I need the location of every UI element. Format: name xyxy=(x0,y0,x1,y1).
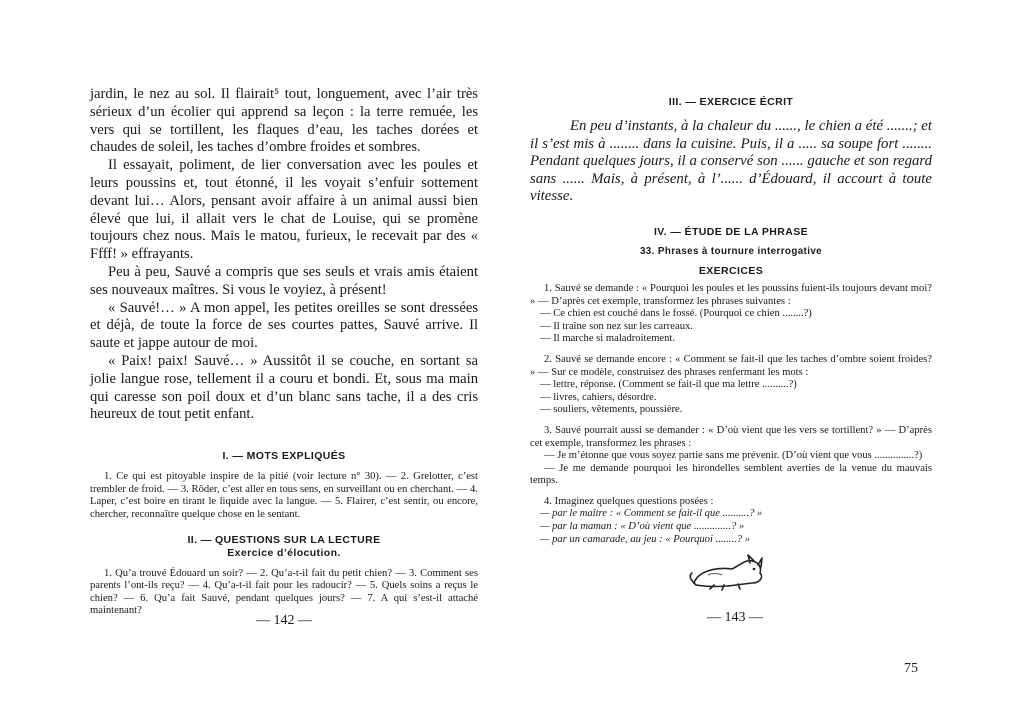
exercises-block xyxy=(530,283,932,546)
paragraph: « Paix! paix! Sauvé… » Aussitôt il se couche, en sortant sa jolie langue rose, tellement il a couru et bondi. Et, sous ma main qui caresse son poil doux et d’un blanc sans tache, il a des cris heureux de tout petit enfant. xyxy=(90,352,478,423)
fill-in-text: En peu d’instants, à la chaleur du ......, le chien a été .......; et il s’est mis à ........ dans la cuisine. Puis, il a ..... sa soupe fort ........ Pendant quelques jours, il a conservé son ...... gauche et son regard sans ...... Mais, à présent, à l’...... d’Édouard, il accourt à toute vitesse. xyxy=(530,118,932,205)
section-subtitle-phrases: 33. Phrases à tournure interrogative xyxy=(639,245,823,257)
exercise-4-line: — par un camarade, au jeu : « Pourquoi ........? » xyxy=(540,533,750,545)
exercise-1-line: — Il marche si maladroitement. xyxy=(540,333,676,345)
questions-paragraph: 1. Qu’a trouvé Édouard un soir? — 2. Qu’a-t-il fait du petit chien? — 3. Comment ses parents l’ont-ils reçu? — 4. Qu’a-t-il fait pour les radoucir? — 5. Quels soins a reçus le chien? — 6. Qu’a fait Sauvé, pendant quelques jours? — 7. A qui s’est-il attaché maintenant? xyxy=(90,567,478,617)
exercise-2-line: — lettre, réponse. (Comment se fait-il que ma lettre ..........?) xyxy=(540,379,797,391)
section-title-mots-expliques: I. — MOTS EXPLIQUÉS xyxy=(222,450,346,463)
paragraph: Peu à peu, Sauvé a compris que ses seuls et vrais amis étaient ses nouveaux maîtres. Si vous le voyiez, à présent! xyxy=(90,263,478,298)
paragraph: jardin, le nez au sol. Il flairait⁵ tout, longuement, avec l’air très sérieux d’un écolier qui apprend sa leçon : la terre remuée, les vers qui se tortillent, les flaques d’eau, les taches dorées et chaudes de soleil, les taches d’ombre froides et sombres. xyxy=(90,86,478,156)
questions-text xyxy=(90,568,478,618)
exercise-1-line: — Ce chien est couché dans le fossé. (Pourquoi ce chien ........?) xyxy=(540,308,812,320)
reading-text xyxy=(90,86,478,424)
exercise-3-line: — Je m’étonne que vous soyez partie sans me prévenir. (D’où vient que vous ...............?) xyxy=(544,450,923,462)
sleeping-dog-illustration xyxy=(688,553,768,593)
page-number-left: — 142 — xyxy=(256,613,312,628)
exercise-2-line: — souliers, vêtements, poussière. xyxy=(540,404,683,416)
scan-page-number: 75 xyxy=(904,661,918,676)
exercise-3-line: — Je me demande pourquoi les hirondelles semblent averties de la venue du mauvais temps. xyxy=(530,462,932,487)
exercise-4-intro: 4. Imaginez quelques questions posées : xyxy=(544,495,714,507)
right-page xyxy=(530,86,932,546)
section-title-exercice-ecrit: III. — EXERCICE ÉCRIT xyxy=(668,96,794,108)
section-title-questions: II. — QUESTIONS SUR LA LECTURE xyxy=(187,533,381,546)
section-subtitle-elocution: Exercice d’élocution. xyxy=(227,546,341,559)
exercise-1-intro: 1. Sauvé se demande : « Pourquoi les poules et les poussins fuient-ils toujours devant moi? » — D’après cet exemple, transformez les phrases suivantes : xyxy=(530,282,932,307)
exercise-2-intro: 2. Sauvé se demande encore : « Comment se fait-il que les taches d’ombre soient froides? » — Sur ce modèle, construisez des phrases renfermant les mots : xyxy=(530,353,932,378)
mots-expliques-text xyxy=(90,471,478,521)
section-title-etude-phrase: IV. — ÉTUDE DE LA PHRASE xyxy=(653,225,809,238)
exercise-4-line: — par la maman : « D’où vient que ..............? » xyxy=(540,521,745,533)
paragraph: « Sauvé!… » A mon appel, les petites oreilles se sont dressées et déjà, de toute la force de ses courtes pattes, Sauvé arrive. Il saute et jappe autour de moi. xyxy=(90,299,478,352)
paragraph: Il essayait, poliment, de lier conversation avec les poules et leurs poussins et, tout étonné, il les voyait s’enfuir sottement devant lui… Alors, pensant avoir affaire à un animal aussi bien élevé que lui, il allait vers le chat de Louise, qui se promène toujours chez nous. Mais le matou, furieux, le recevait par des « Ffff! » effrayants. xyxy=(90,157,478,263)
exercise-2-line: — livres, cahiers, désordre. xyxy=(540,391,657,403)
exercise-3-intro: 3. Sauvé pourrait aussi se demander : « D’où vient que les vers se tortillent? » — D’après cet exemple, transformez les phrases : xyxy=(530,424,932,449)
exercices-title: EXERCICES xyxy=(698,264,764,277)
exercise-4-line: — par le maître : « Comment se fait-il que ..........? » xyxy=(540,508,763,520)
page-number-right: — 143 — xyxy=(707,610,763,625)
exercise-1-line: — Il traîne son nez sur les carreaux. xyxy=(540,320,693,332)
vocabulary-paragraph: 1. Ce qui est pitoyable inspire de la pitié (voir lecture n° 30). — 2. Grelotter, c’est trembler de froid. — 3. Rôder, c’est aller en tous sens, en surveillant ou en cherchant. — 4. Laper, c’est boire en tirant le liquide avec la langue. — 5. Flairer, c’est sentir, ou encore, chercher, reconnaître quelque chose en le sentant. xyxy=(90,471,478,520)
left-page xyxy=(90,86,478,618)
